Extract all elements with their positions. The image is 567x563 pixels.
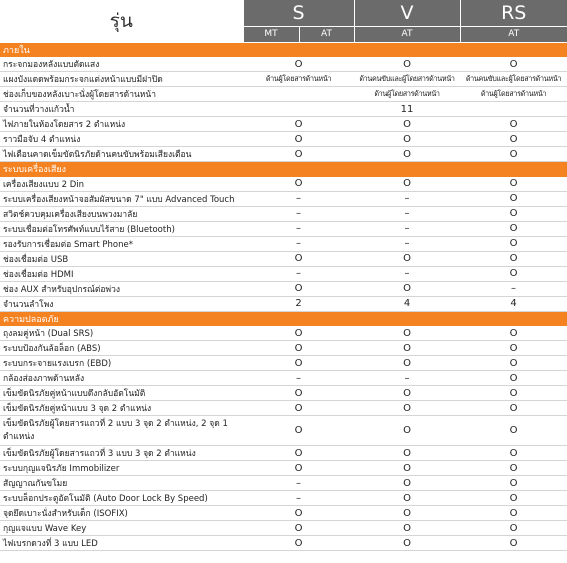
feature-value: O: [243, 446, 354, 461]
feature-name: ระบบล็อกประตูอัตโนมัติ (Auto Door Lock By Speed): [0, 491, 243, 506]
feature-value: O: [243, 386, 354, 401]
table-row: [0, 191, 567, 206]
feature-value: O: [243, 57, 354, 72]
table-row: [0, 341, 567, 356]
feature-value: O: [460, 147, 567, 162]
feature-value: –: [460, 281, 567, 296]
table-row: [0, 521, 567, 536]
feature-value: O: [354, 57, 460, 72]
feature-name: เครื่องเสียงแบบ 2 Din: [0, 177, 243, 192]
feature-value: –: [243, 476, 354, 491]
grade-s: S: [243, 0, 354, 26]
feature-value: O: [243, 117, 354, 132]
feature-value: O: [354, 476, 460, 491]
feature-value: O: [460, 416, 567, 446]
table-row: [0, 266, 567, 281]
feature-name: กระจกมองหลังแบบตัดแสง: [0, 57, 243, 72]
feature-value: 2: [243, 296, 354, 311]
feature-name: กล้องส่องภาพด้านหลัง: [0, 371, 243, 386]
feature-value: O: [354, 536, 460, 551]
feature-name: เข็มขัดนิรภัยผู้โดยสารแถวที่ 3 แบบ 3 จุด 2 ตำแหน่ง: [0, 446, 243, 461]
feature-value: O: [354, 251, 460, 266]
table-row: [0, 72, 567, 87]
feature-name: กุญแจแบบ Wave Key: [0, 521, 243, 536]
grade-header-row: [0, 0, 567, 26]
feature-value: O: [460, 536, 567, 551]
feature-value: O: [460, 386, 567, 401]
table-row: [0, 401, 567, 416]
feature-value: O: [460, 117, 567, 132]
table-row: [0, 476, 567, 491]
transmission-s-at: AT: [299, 26, 354, 42]
feature-name: ระบบเชื่อมต่อโทรศัพท์แบบไร้สาย (Bluetooth): [0, 221, 243, 236]
table-row: [0, 536, 567, 551]
feature-value: O: [243, 401, 354, 416]
feature-value: O: [354, 506, 460, 521]
feature-value: [243, 87, 299, 102]
feature-value: O: [460, 132, 567, 147]
feature-value: O: [243, 326, 354, 341]
feature-value: –: [354, 371, 460, 386]
feature-value: [299, 87, 354, 102]
table-row: [0, 416, 567, 446]
feature-value: 4: [460, 296, 567, 311]
table-row: [0, 147, 567, 162]
feature-value: O: [460, 251, 567, 266]
feature-value: [299, 102, 354, 117]
feature-name: ถุงลมคู่หน้า (Dual SRS): [0, 326, 243, 341]
feature-name: ระบบเครื่องเสียงหน้าจอสัมผัสขนาด 7" แบบ Advanced Touch: [0, 191, 243, 206]
feature-value: –: [354, 266, 460, 281]
feature-value: –: [354, 206, 460, 221]
feature-name: ไฟเบรกดวงที่ 3 แบบ LED: [0, 536, 243, 551]
feature-name: ไฟเตือนคาดเข็มขัดนิรภัยด้านคนขับพร้อมเสียงเตือน: [0, 147, 243, 162]
table-row: [0, 132, 567, 147]
feature-value: O: [354, 356, 460, 371]
feature-value: –: [243, 206, 354, 221]
feature-value: ด้านผู้โดยสารด้านหน้า: [460, 87, 567, 102]
table-row: [0, 506, 567, 521]
table-row: [0, 177, 567, 192]
feature-value: O: [460, 446, 567, 461]
feature-value: O: [354, 341, 460, 356]
feature-name: ช่องเชื่อมต่อ HDMI: [0, 266, 243, 281]
feature-value: O: [243, 341, 354, 356]
feature-value: –: [354, 191, 460, 206]
feature-value: O: [243, 281, 354, 296]
transmission-v-at: AT: [354, 26, 460, 42]
feature-name: จุดยึดเบาะนั่งสำหรับเด็ก (ISOFIX): [0, 506, 243, 521]
grade-v: V: [354, 0, 460, 26]
feature-value: O: [243, 521, 354, 536]
feature-value: [243, 102, 299, 117]
table-row: [0, 117, 567, 132]
section-title: ภายใน: [0, 42, 567, 57]
feature-name: ช่องเก็บของหลังเบาะนั่งผู้โดยสารด้านหน้า: [0, 87, 243, 102]
section-title: ความปลอดภัย: [0, 311, 567, 326]
feature-name: ไฟภายในห้องโดยสาร 2 ตำแหน่ง: [0, 117, 243, 132]
feature-value: O: [460, 221, 567, 236]
feature-value: O: [460, 506, 567, 521]
feature-value: O: [354, 177, 460, 192]
feature-value: –: [243, 266, 354, 281]
spec-body: [0, 42, 567, 551]
feature-value: O: [460, 461, 567, 476]
section-title: ระบบเครื่องเสียง: [0, 162, 567, 177]
feature-name: เข็มขัดนิรภัยผู้โดยสารแถวที่ 2 แบบ 3 จุด 2 ตำแหน่ง, 2 จุด 1 ตำแหน่ง: [0, 416, 243, 446]
feature-value: –: [243, 371, 354, 386]
feature-value: ด้านคนขับและผู้โดยสารด้านหน้า: [354, 72, 460, 87]
feature-value: ด้านผู้โดยสารด้านหน้า: [354, 87, 460, 102]
feature-value: O: [460, 491, 567, 506]
feature-value: O: [243, 506, 354, 521]
feature-value: O: [460, 236, 567, 251]
table-row: [0, 221, 567, 236]
feature-value: O: [354, 281, 460, 296]
feature-name: รองรับการเชื่อมต่อ Smart Phone*: [0, 236, 243, 251]
feature-value: O: [243, 536, 354, 551]
model-label: รุ่น: [0, 0, 243, 42]
table-row: [0, 236, 567, 251]
feature-value: O: [243, 461, 354, 476]
feature-name: จำนวนที่วางแก้วน้ำ: [0, 102, 243, 117]
feature-value: –: [243, 236, 354, 251]
feature-value: O: [354, 446, 460, 461]
feature-value: O: [460, 266, 567, 281]
feature-value: O: [460, 57, 567, 72]
feature-value: O: [460, 356, 567, 371]
feature-value: –: [243, 191, 354, 206]
feature-value: O: [354, 416, 460, 446]
transmission-s-mt: MT: [243, 26, 299, 42]
feature-name: แผงบังแดดพร้อมกระจกแต่งหน้าแบบมีฝาปิด: [0, 72, 243, 87]
feature-name: ระบบป้องกันล้อล็อก (ABS): [0, 341, 243, 356]
feature-value: O: [354, 117, 460, 132]
feature-name: สัญญาณกันขโมย: [0, 476, 243, 491]
table-row: [0, 251, 567, 266]
table-row: [0, 102, 567, 117]
feature-value: O: [354, 326, 460, 341]
feature-value: –: [354, 236, 460, 251]
feature-value: O: [243, 251, 354, 266]
table-row: [0, 326, 567, 341]
section-header: [0, 162, 567, 177]
feature-value: O: [243, 147, 354, 162]
feature-value: O: [460, 326, 567, 341]
feature-value: O: [460, 476, 567, 491]
section-header: [0, 311, 567, 326]
feature-name: ราวมือจับ 4 ตำแหน่ง: [0, 132, 243, 147]
feature-value: O: [460, 521, 567, 536]
table-row: [0, 371, 567, 386]
table-row: [0, 491, 567, 506]
feature-name: ช่องเชื่อมต่อ USB: [0, 251, 243, 266]
table-row: [0, 461, 567, 476]
table-row: [0, 57, 567, 72]
feature-name: ระบบกระจายแรงเบรก (EBD): [0, 356, 243, 371]
feature-value: O: [460, 206, 567, 221]
feature-name: จำนวนลำโพง: [0, 296, 243, 311]
feature-value: O: [354, 401, 460, 416]
feature-value: O: [243, 356, 354, 371]
feature-value: O: [460, 401, 567, 416]
feature-value: O: [354, 521, 460, 536]
feature-value: –: [243, 491, 354, 506]
feature-value: 11: [354, 102, 460, 117]
table-row: [0, 281, 567, 296]
feature-value: O: [354, 132, 460, 147]
feature-value: O: [243, 132, 354, 147]
feature-value: [460, 102, 567, 117]
feature-value: O: [354, 147, 460, 162]
table-row: [0, 356, 567, 371]
feature-value: O: [354, 461, 460, 476]
feature-value: –: [243, 221, 354, 236]
transmission-rs-at: AT: [460, 26, 567, 42]
feature-name: สวิตช์ควบคุมเครื่องเสียงบนพวงมาลัย: [0, 206, 243, 221]
feature-value: O: [243, 416, 354, 446]
feature-value: O: [460, 371, 567, 386]
table-row: [0, 87, 567, 102]
feature-value: O: [460, 177, 567, 192]
feature-name: เข็มขัดนิรภัยคู่หน้าแบบดึงกลับอัตโนมัติ: [0, 386, 243, 401]
table-row: [0, 206, 567, 221]
table-row: [0, 386, 567, 401]
feature-value: ด้านผู้โดยสารด้านหน้า: [243, 72, 354, 87]
feature-name: เข็มขัดนิรภัยคู่หน้าแบบ 3 จุด 2 ตำแหน่ง: [0, 401, 243, 416]
feature-value: O: [243, 177, 354, 192]
feature-value: O: [354, 386, 460, 401]
feature-value: –: [354, 221, 460, 236]
table-row: [0, 446, 567, 461]
feature-name: ช่อง AUX สำหรับอุปกรณ์ต่อพ่วง: [0, 281, 243, 296]
section-header: [0, 42, 567, 57]
feature-value: ด้านคนขับและผู้โดยสารด้านหน้า: [460, 72, 567, 87]
feature-value: O: [354, 491, 460, 506]
feature-value: 4: [354, 296, 460, 311]
grade-rs: RS: [460, 0, 567, 26]
feature-name: ระบบกุญแจนิรภัย Immobilizer: [0, 461, 243, 476]
table-row: [0, 296, 567, 311]
feature-value: O: [460, 341, 567, 356]
feature-value: O: [460, 191, 567, 206]
